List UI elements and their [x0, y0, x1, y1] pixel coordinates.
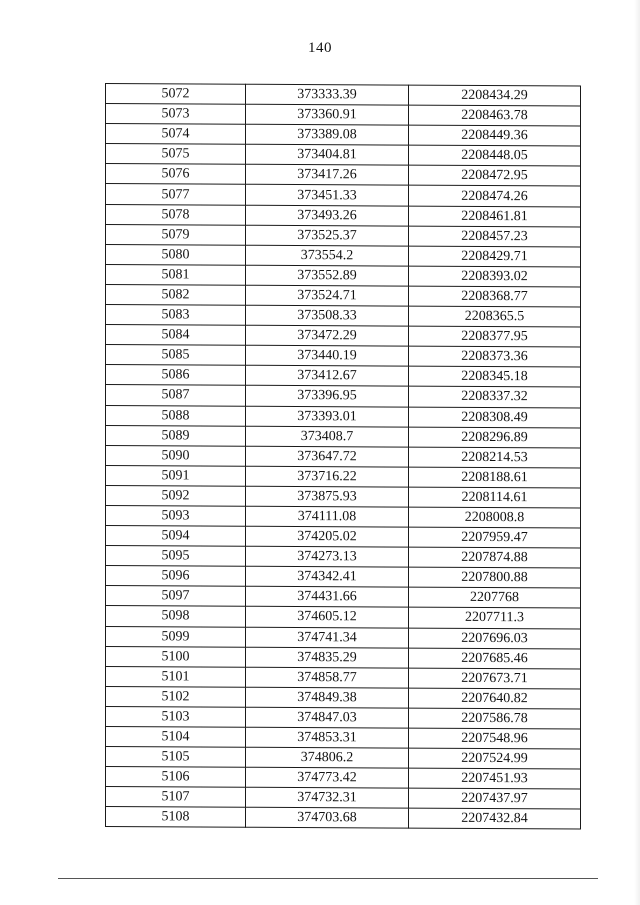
x-coordinate-cell: 374703.68	[246, 808, 409, 829]
x-coordinate-cell: 374605.12	[246, 607, 409, 628]
y-coordinate-cell: 2208472.95	[409, 165, 581, 186]
table-row	[106, 505, 581, 528]
point-id-cell: 5089	[106, 425, 246, 446]
table-row	[106, 807, 581, 830]
y-coordinate-cell: 2207548.96	[409, 728, 581, 749]
point-id-cell: 5080	[106, 244, 246, 265]
y-coordinate-cell: 2208345.18	[409, 366, 581, 387]
x-coordinate-cell: 374858.77	[246, 667, 409, 688]
point-id-cell: 5084	[106, 325, 246, 346]
point-id-cell: 5082	[106, 284, 246, 305]
point-id-cell: 5076	[106, 164, 246, 185]
x-coordinate-cell: 373552.89	[246, 265, 409, 286]
x-coordinate-cell: 374806.2	[246, 747, 409, 768]
point-id-cell: 5077	[106, 184, 246, 205]
table-row	[106, 445, 581, 468]
point-id-cell: 5081	[106, 264, 246, 285]
table-row	[106, 104, 581, 127]
point-id-cell: 5100	[106, 646, 246, 667]
table-row	[106, 706, 581, 729]
point-id-cell: 5105	[106, 747, 246, 768]
x-coordinate-cell: 373647.72	[246, 446, 409, 467]
x-coordinate-cell: 374849.38	[246, 687, 409, 708]
x-coordinate-cell: 373875.93	[246, 486, 409, 507]
x-coordinate-cell: 374273.13	[246, 546, 409, 567]
x-coordinate-cell: 373417.26	[246, 165, 409, 186]
scan-edge-shadow	[634, 0, 640, 905]
point-id-cell: 5072	[106, 84, 246, 105]
table-row	[106, 686, 581, 709]
table-row	[106, 747, 581, 770]
table-row	[106, 345, 581, 368]
point-id-cell: 5073	[106, 104, 246, 125]
table-body	[106, 84, 581, 830]
table-row	[106, 224, 581, 247]
y-coordinate-cell: 2207451.93	[409, 768, 581, 789]
point-id-cell: 5108	[106, 807, 246, 828]
y-coordinate-cell: 2208429.71	[409, 246, 581, 267]
table-row	[106, 184, 581, 207]
x-coordinate-cell: 373525.37	[246, 225, 409, 246]
table-row	[106, 124, 581, 147]
point-id-cell: 5090	[106, 445, 246, 466]
y-coordinate-cell: 2208308.49	[409, 407, 581, 428]
table-row	[106, 385, 581, 408]
x-coordinate-cell: 374732.31	[246, 788, 409, 809]
x-coordinate-cell: 373554.2	[246, 245, 409, 266]
table-row	[106, 284, 581, 307]
x-coordinate-cell: 374773.42	[246, 767, 409, 788]
table-row	[106, 84, 581, 107]
y-coordinate-cell: 2208114.61	[409, 487, 581, 508]
x-coordinate-cell: 373389.08	[246, 124, 409, 145]
y-coordinate-cell: 2208377.95	[409, 326, 581, 347]
coordinates-table	[105, 83, 581, 830]
y-coordinate-cell: 2207673.71	[409, 668, 581, 689]
x-coordinate-cell: 373508.33	[246, 305, 409, 326]
table-row	[106, 526, 581, 549]
page-number: 140	[308, 40, 332, 56]
table-row	[106, 626, 581, 649]
table-row	[106, 325, 581, 348]
y-coordinate-cell: 2208214.53	[409, 447, 581, 468]
table-row	[106, 606, 581, 629]
y-coordinate-cell: 2208393.02	[409, 266, 581, 287]
y-coordinate-cell: 2208365.5	[409, 306, 581, 327]
x-coordinate-cell: 374205.02	[246, 526, 409, 547]
x-coordinate-cell: 373493.26	[246, 205, 409, 226]
table-row	[106, 204, 581, 227]
table-row	[106, 767, 581, 790]
y-coordinate-cell: 2208434.29	[409, 85, 581, 106]
table-row	[106, 646, 581, 669]
y-coordinate-cell: 2207437.97	[409, 788, 581, 809]
point-id-cell: 5094	[106, 526, 246, 547]
y-coordinate-cell: 2208368.77	[409, 286, 581, 307]
y-coordinate-cell: 2207959.47	[409, 527, 581, 548]
point-id-cell: 5099	[106, 626, 246, 647]
y-coordinate-cell: 2208337.32	[409, 386, 581, 407]
table-row	[106, 264, 581, 287]
table-row	[106, 787, 581, 810]
x-coordinate-cell: 374835.29	[246, 647, 409, 668]
x-coordinate-cell: 374741.34	[246, 627, 409, 648]
x-coordinate-cell: 373472.29	[246, 325, 409, 346]
y-coordinate-cell: 2207696.03	[409, 628, 581, 649]
point-id-cell: 5078	[106, 204, 246, 225]
table-row	[106, 566, 581, 589]
point-id-cell: 5083	[106, 305, 246, 326]
table-row	[106, 144, 581, 167]
y-coordinate-cell: 2207768	[409, 587, 581, 608]
point-id-cell: 5107	[106, 787, 246, 808]
table-row	[106, 727, 581, 750]
table-row	[106, 244, 581, 267]
point-id-cell: 5086	[106, 365, 246, 386]
table-row	[106, 425, 581, 448]
x-coordinate-cell: 373440.19	[246, 345, 409, 366]
x-coordinate-cell: 373412.67	[246, 366, 409, 387]
y-coordinate-cell: 2207685.46	[409, 648, 581, 669]
point-id-cell: 5102	[106, 686, 246, 707]
y-coordinate-cell: 2207586.78	[409, 708, 581, 729]
x-coordinate-cell: 373404.81	[246, 145, 409, 166]
y-coordinate-cell: 2208296.89	[409, 427, 581, 448]
x-coordinate-cell: 373451.33	[246, 185, 409, 206]
y-coordinate-cell: 2207874.88	[409, 547, 581, 568]
x-coordinate-cell: 374431.66	[246, 587, 409, 608]
scan-edge-line	[58, 878, 598, 879]
point-id-cell: 5079	[106, 224, 246, 245]
table-row	[106, 405, 581, 428]
x-coordinate-cell: 373333.39	[246, 84, 409, 105]
table-row	[106, 586, 581, 609]
point-id-cell: 5097	[106, 586, 246, 607]
point-id-cell: 5087	[106, 385, 246, 406]
x-coordinate-cell: 373360.91	[246, 104, 409, 125]
table-row	[106, 666, 581, 689]
y-coordinate-cell: 2208448.05	[409, 145, 581, 166]
x-coordinate-cell: 373393.01	[246, 406, 409, 427]
point-id-cell: 5085	[106, 345, 246, 366]
table-row	[106, 465, 581, 488]
y-coordinate-cell: 2208449.36	[409, 125, 581, 146]
point-id-cell: 5088	[106, 405, 246, 426]
y-coordinate-cell: 2208461.81	[409, 206, 581, 227]
x-coordinate-cell: 373396.95	[246, 386, 409, 407]
y-coordinate-cell: 2207800.88	[409, 567, 581, 588]
point-id-cell: 5075	[106, 144, 246, 165]
y-coordinate-cell: 2207711.3	[409, 608, 581, 629]
point-id-cell: 5091	[106, 465, 246, 486]
table-row	[106, 305, 581, 328]
x-coordinate-cell: 373716.22	[246, 466, 409, 487]
y-coordinate-cell: 2207524.99	[409, 748, 581, 769]
point-id-cell: 5074	[106, 124, 246, 145]
y-coordinate-cell: 2208474.26	[409, 186, 581, 207]
coordinates-table-wrapper	[105, 83, 580, 830]
point-id-cell: 5101	[106, 666, 246, 687]
point-id-cell: 5096	[106, 566, 246, 587]
y-coordinate-cell: 2208463.78	[409, 105, 581, 126]
point-id-cell: 5103	[106, 706, 246, 727]
table-row	[106, 485, 581, 508]
point-id-cell: 5095	[106, 546, 246, 567]
table-row	[106, 546, 581, 569]
y-coordinate-cell: 2208188.61	[409, 467, 581, 488]
y-coordinate-cell: 2207640.82	[409, 688, 581, 709]
x-coordinate-cell: 374342.41	[246, 566, 409, 587]
point-id-cell: 5093	[106, 505, 246, 526]
y-coordinate-cell: 2208373.36	[409, 346, 581, 367]
x-coordinate-cell: 374111.08	[246, 506, 409, 527]
y-coordinate-cell: 2207432.84	[409, 808, 581, 829]
x-coordinate-cell: 374853.31	[246, 727, 409, 748]
point-id-cell: 5098	[106, 606, 246, 627]
point-id-cell: 5104	[106, 727, 246, 748]
x-coordinate-cell: 374847.03	[246, 707, 409, 728]
table-row	[106, 365, 581, 388]
y-coordinate-cell: 2208457.23	[409, 226, 581, 247]
table-row	[106, 164, 581, 187]
x-coordinate-cell: 373524.71	[246, 285, 409, 306]
point-id-cell: 5106	[106, 767, 246, 788]
x-coordinate-cell: 373408.7	[246, 426, 409, 447]
point-id-cell: 5092	[106, 485, 246, 506]
y-coordinate-cell: 2208008.8	[409, 507, 581, 528]
